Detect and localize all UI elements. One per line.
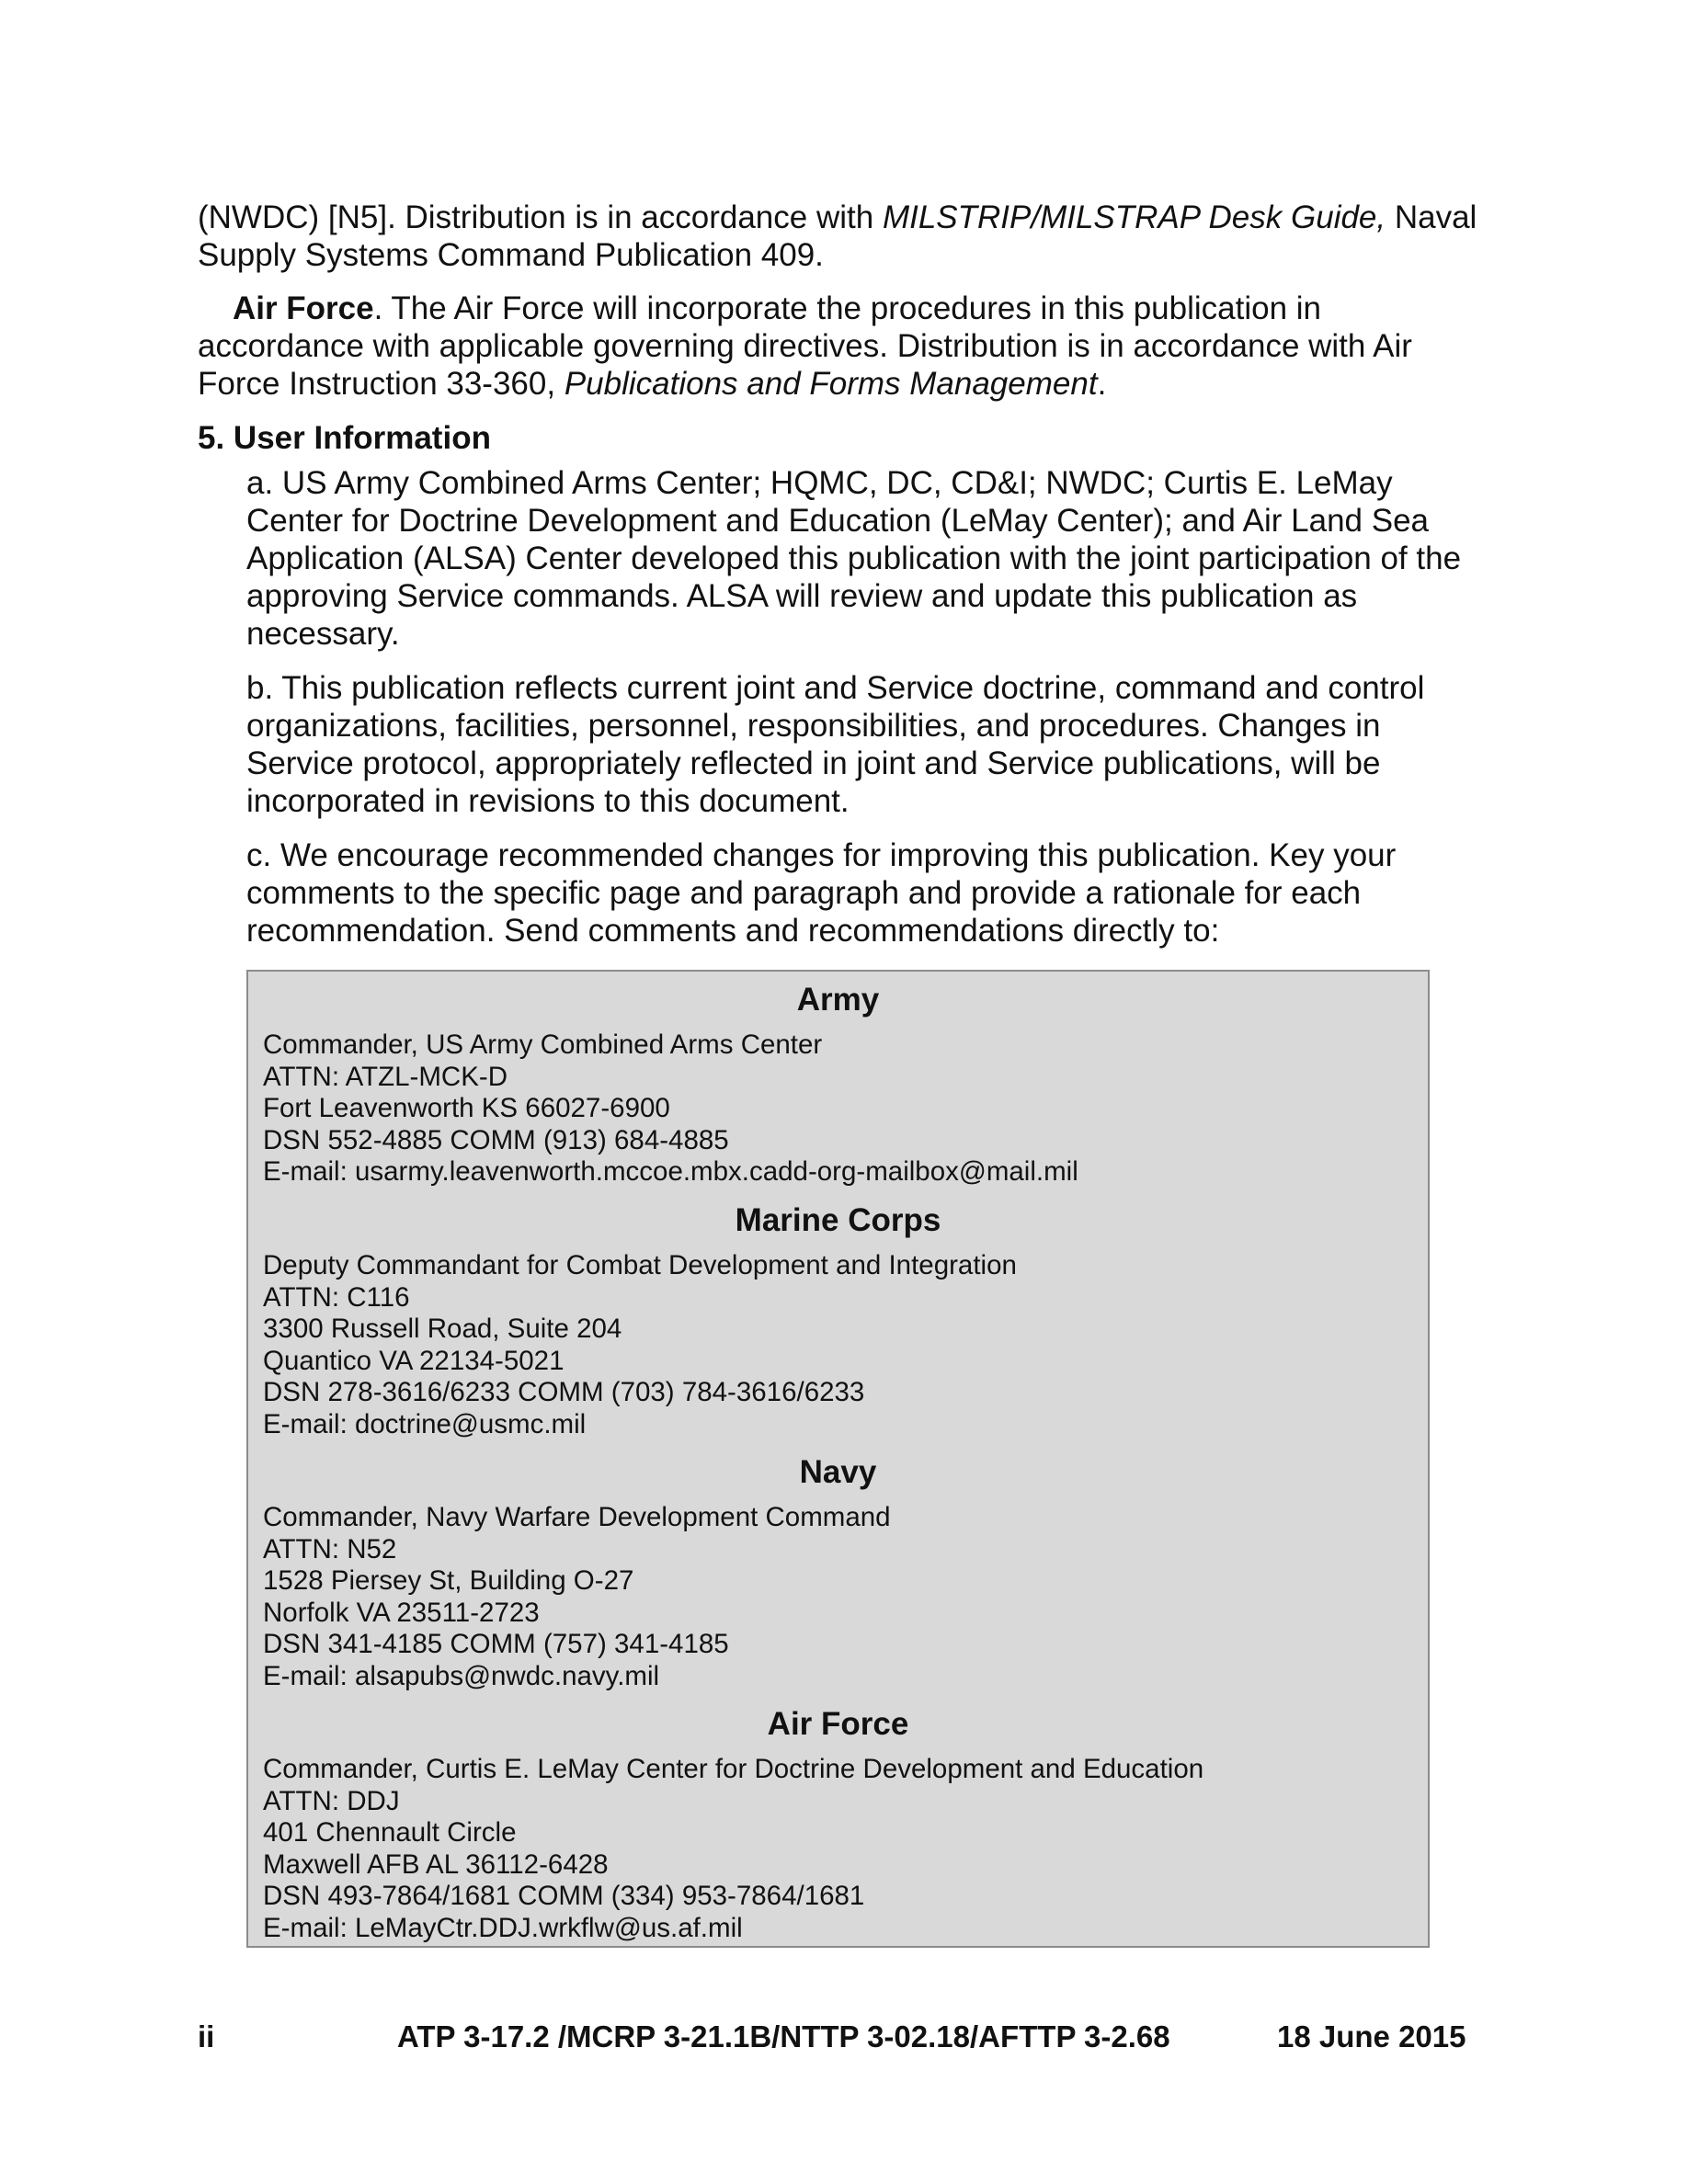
army-line: Fort Leavenworth KS 66027-6900 — [263, 1093, 670, 1123]
army-heading: Army — [796, 982, 880, 1018]
marine-corps-line: Quantico VA 22134-5021 — [263, 1345, 565, 1376]
marine-corps-contact — [263, 1250, 1412, 1440]
distribution-paragraph-navy — [198, 199, 1485, 274]
navy-email[interactable]: E-mail: alsapubs@nwdc.navy.mil — [263, 1660, 660, 1691]
air-force-contact — [263, 1754, 1412, 1944]
paragraph-b: b. This publication reflects current joint and Service doctrine, command and control organizations, facilities, personnel, responsibilities, and procedures. Changes in Service protocol, appropriately reflected in joint and Service publications, will be incorporated in revisions to this document. — [246, 670, 1425, 819]
section-heading-user-information: 5. User Information — [198, 420, 491, 456]
footer-page-number: ii — [198, 2019, 215, 2053]
air-force-text: . The Air Force will incorporate the procedures in this publication in accordance with applicable governing directives. Distribution is in accordance with Air Force Instruction 33-360, — [198, 290, 1412, 402]
publications-forms-title: Publications and Forms Management — [564, 366, 1098, 402]
marine-corps-line: ATTN: C116 — [263, 1281, 410, 1313]
marine-corps-line: DSN 278-3616/6233 COMM (703) 784-3616/6233 — [263, 1377, 865, 1407]
marine-corps-heading: Marine Corps — [735, 1202, 941, 1238]
navy-heading: Navy — [799, 1454, 877, 1490]
contact-box — [246, 970, 1430, 1948]
air-force-heading: Air Force — [767, 1706, 909, 1742]
paragraph-a: a. US Army Combined Arms Center; HQMC, DC, CD&I; NWDC; Curtis E. LeMay Center for Doctrine Development and Education (LeMay Center); and Air Land Sea Application (ALSA) Center developed this publication with the joint participation of the approving Service commands. ALSA will review and update this publication as necessary. — [246, 465, 1462, 652]
footer-date: 18 June 2015 — [1277, 2019, 1466, 2053]
navy-contact — [263, 1502, 1412, 1692]
air-force-lead: Air Force — [232, 290, 374, 326]
navy-line: Norfolk VA 23511-2723 — [263, 1597, 540, 1628]
navy-line: DSN 341-4185 COMM (757) 341-4185 — [263, 1629, 729, 1659]
army-email[interactable]: E-mail: usarmy.leavenworth.mccoe.mbx.cadd-org-mailbox@mail.mil — [263, 1156, 1078, 1187]
footer-document-id: ATP 3-17.2 /MCRP 3-21.1B/NTTP 3-02.18/AFTTP 3-2.68 — [397, 2019, 1170, 2053]
navy-line: ATTN: N52 — [263, 1533, 397, 1564]
army-line: DSN 552-4885 COMM (913) 684-4885 — [263, 1124, 729, 1155]
distribution-text-end: Naval Supply Systems Command Publication 409. — [198, 199, 1477, 273]
navy-line: Commander, Navy Warfare Development Command — [263, 1502, 891, 1532]
air-force-text-end: . — [1097, 366, 1107, 402]
army-line: Commander, US Army Combined Arms Center — [263, 1029, 823, 1060]
paragraph-c: c. We encourage recommended changes for improving this publication. Key your comments to the specific page and paragraph and provide a rationale for each recommendation. Send comments and recommendations directly to: — [246, 837, 1397, 949]
air-force-paragraph — [198, 290, 1485, 403]
distribution-text: (NWDC) [N5]. Distribution is in accordance with — [198, 199, 883, 235]
air-force-line: Commander, Curtis E. LeMay Center for Doctrine Development and Education — [263, 1754, 1204, 1784]
milstrip-guide-title: MILSTRIP/MILSTRAP Desk Guide, — [882, 199, 1386, 235]
air-force-line: ATTN: DDJ — [263, 1785, 400, 1816]
army-line: ATTN: ATZL-MCK-D — [263, 1061, 508, 1092]
air-force-line: 401 Chennault Circle — [263, 1817, 517, 1848]
air-force-line: Maxwell AFB AL 36112-6428 — [263, 1848, 609, 1880]
marine-corps-email[interactable]: E-mail: doctrine@usmc.mil — [263, 1408, 587, 1439]
air-force-email[interactable]: E-mail: LeMayCtr.DDJ.wrkflw@us.af.mil — [263, 1912, 743, 1943]
marine-corps-line: Deputy Commandant for Combat Development and Integration — [263, 1250, 1017, 1280]
air-force-line: DSN 493-7864/1681 COMM (334) 953-7864/1681 — [263, 1881, 865, 1911]
marine-corps-line: 3300 Russell Road, Suite 204 — [263, 1314, 622, 1344]
navy-line: 1528 Piersey St, Building O-27 — [263, 1565, 634, 1596]
army-contact — [263, 1029, 1412, 1189]
